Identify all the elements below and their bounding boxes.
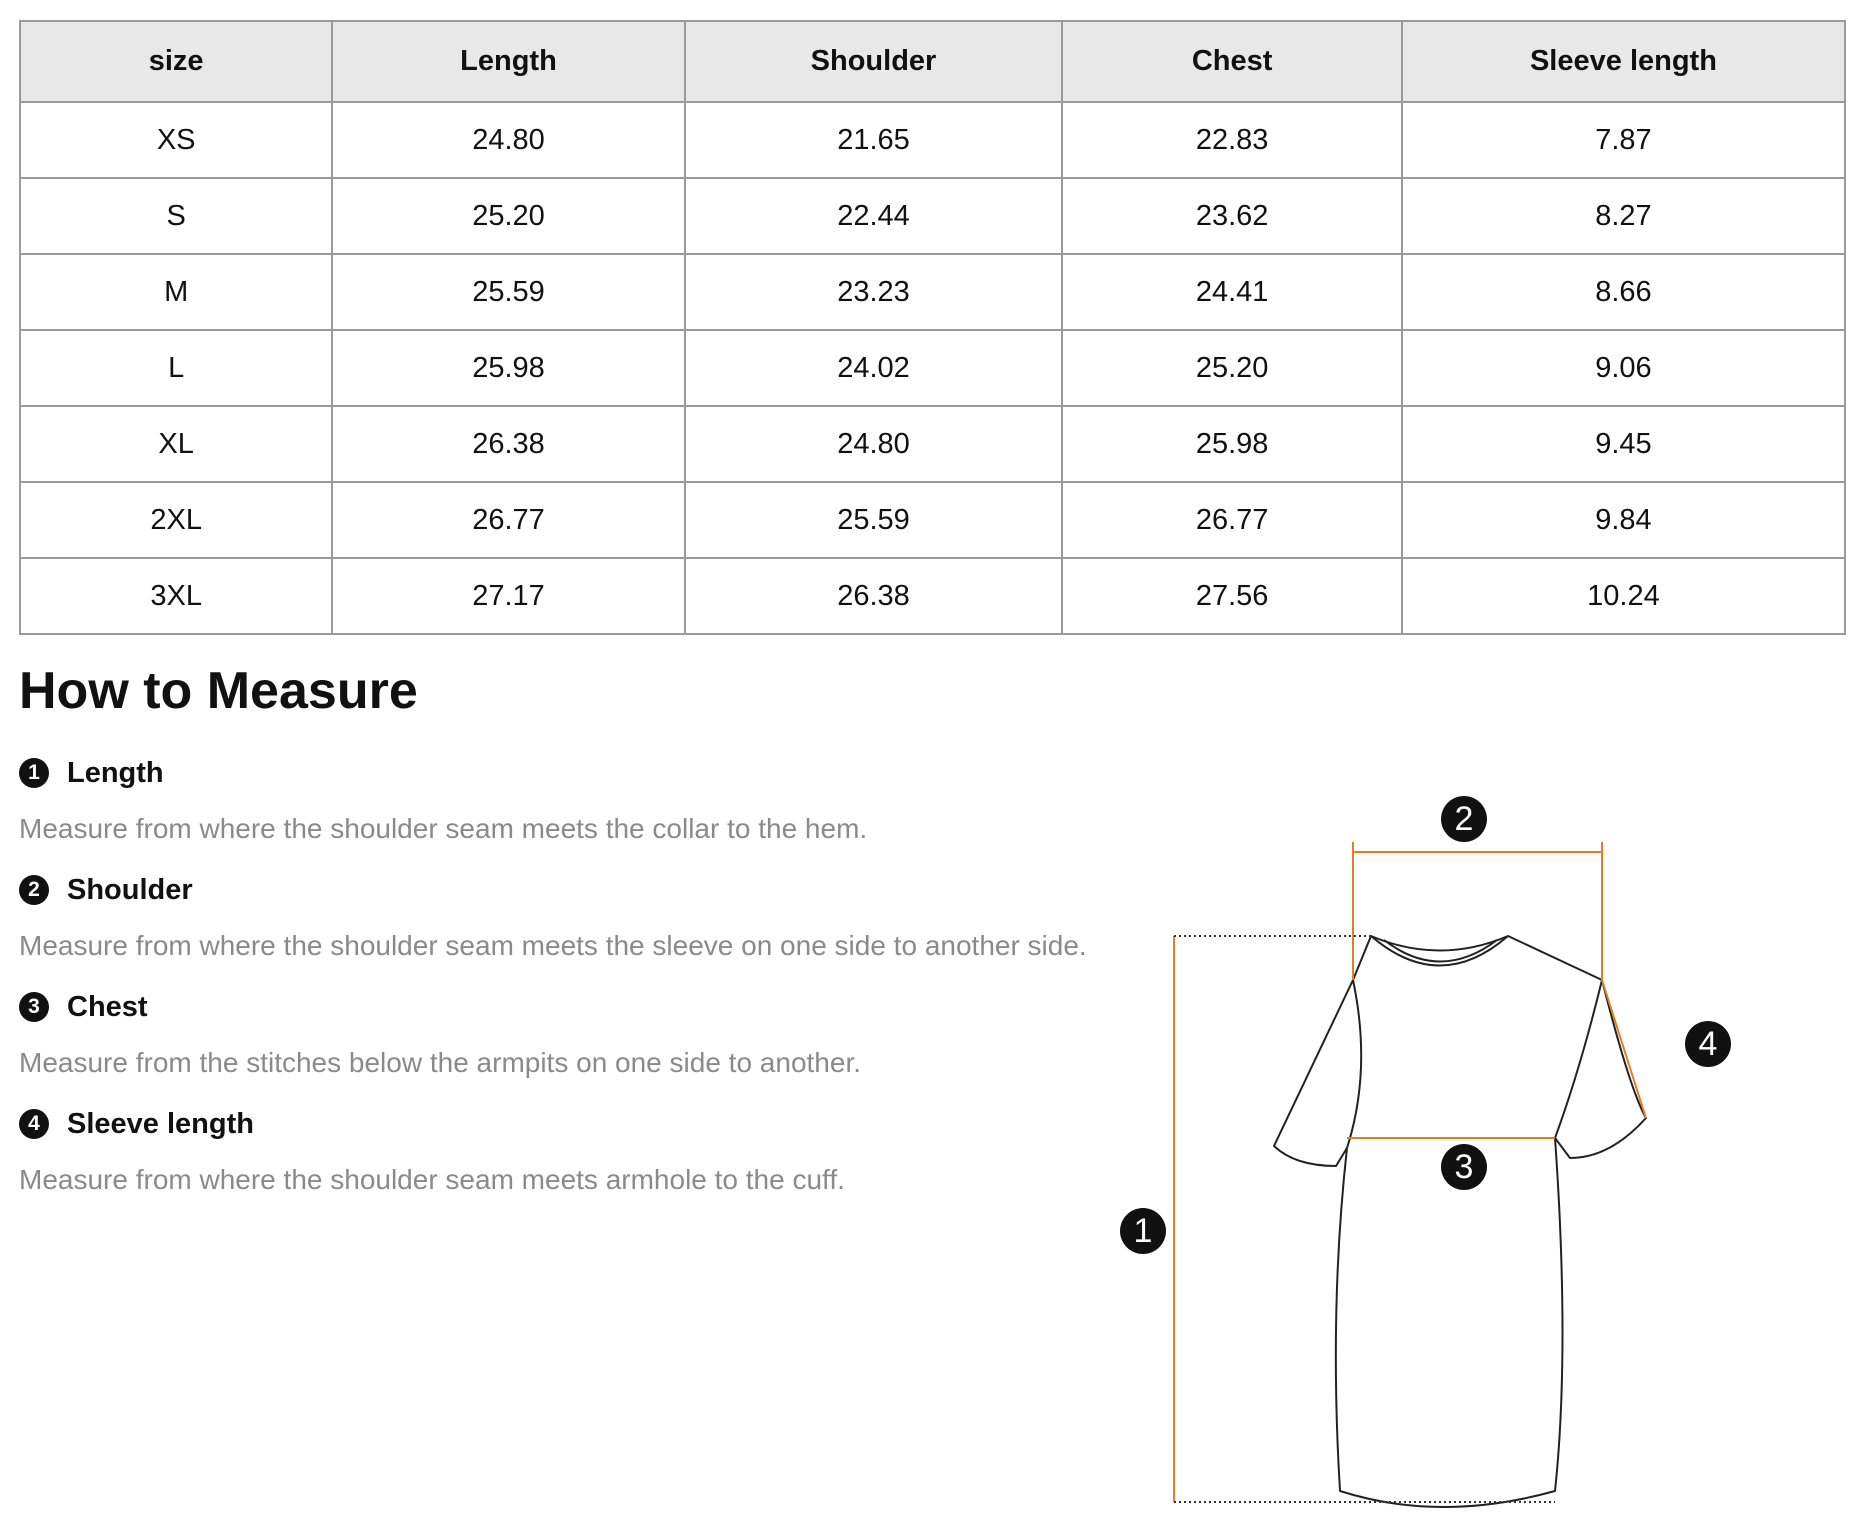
cell-chest: 27.56 [1062, 558, 1402, 634]
cell-size: 3XL [20, 558, 332, 634]
size-chart-table [19, 20, 1846, 635]
tshirt-body-outline [1274, 936, 1646, 1507]
cell-shoulder: 22.44 [685, 178, 1063, 254]
header-chest: Chest [1062, 21, 1402, 102]
number-4-icon: 4 [19, 1109, 49, 1139]
tshirt-measurement-diagram [1110, 790, 1718, 1519]
cell-shoulder: 24.80 [685, 406, 1063, 482]
number-1-icon: 1 [19, 758, 49, 788]
cell-sleeve-length: 9.06 [1402, 330, 1845, 406]
table-header-row [20, 21, 1845, 102]
table-row [20, 178, 1845, 254]
cell-chest: 24.41 [1062, 254, 1402, 330]
header-shoulder: Shoulder [685, 21, 1063, 102]
tshirt-outline-icon [1110, 790, 1710, 1519]
table-row [20, 482, 1845, 558]
cell-sleeve-length: 10.24 [1402, 558, 1845, 634]
table-row [20, 254, 1845, 330]
callout-4-icon: 4 [1685, 1021, 1731, 1067]
step-title: Chest [67, 990, 148, 1023]
step-description: Measure from the stitches below the armpits on one side to another. [19, 1047, 862, 1078]
cell-sleeve-length: 7.87 [1402, 102, 1845, 178]
callout-1-icon: 1 [1120, 1208, 1166, 1254]
table-row [20, 406, 1845, 482]
callout-2-icon: 2 [1441, 796, 1487, 842]
cell-shoulder: 26.38 [685, 558, 1063, 634]
step-description: Measure from where the shoulder seam meets armhole to the cuff. [19, 1164, 845, 1195]
cell-size: L [20, 330, 332, 406]
cell-chest: 25.20 [1062, 330, 1402, 406]
table-row [20, 330, 1845, 406]
cell-length: 27.17 [332, 558, 684, 634]
cell-length: 26.38 [332, 406, 684, 482]
step-title: Shoulder [67, 873, 193, 906]
cell-sleeve-length: 9.84 [1402, 482, 1845, 558]
cell-chest: 22.83 [1062, 102, 1402, 178]
cell-length: 25.59 [332, 254, 684, 330]
cell-sleeve-length: 8.27 [1402, 178, 1845, 254]
number-3-icon: 3 [19, 992, 49, 1022]
cell-shoulder: 25.59 [685, 482, 1063, 558]
step-description: Measure from where the shoulder seam meets the sleeve on one side to another side. [19, 930, 1087, 961]
cell-length: 24.80 [332, 102, 684, 178]
cell-size: XL [20, 406, 332, 482]
measure-step-chest [19, 989, 861, 1079]
cell-shoulder: 21.65 [685, 102, 1063, 178]
cell-size: 2XL [20, 482, 332, 558]
cell-size: M [20, 254, 332, 330]
step-title: Length [67, 756, 164, 789]
cell-sleeve-length: 8.66 [1402, 254, 1845, 330]
cell-size: XS [20, 102, 332, 178]
cell-shoulder: 24.02 [685, 330, 1063, 406]
tshirt-left-armhole [1347, 980, 1361, 1148]
measure-step-length [19, 755, 867, 845]
cell-chest: 26.77 [1062, 482, 1402, 558]
cell-sleeve-length: 9.45 [1402, 406, 1845, 482]
cell-chest: 23.62 [1062, 178, 1402, 254]
sleeve-measure-line [1602, 980, 1646, 1118]
number-2-icon: 2 [19, 875, 49, 905]
header-size: size [20, 21, 332, 102]
step-title: Sleeve length [67, 1107, 254, 1140]
measure-step-shoulder [19, 872, 1087, 962]
tshirt-right-armhole [1555, 980, 1602, 1138]
cell-length: 26.77 [332, 482, 684, 558]
header-length: Length [332, 21, 684, 102]
how-to-measure-title: How to Measure [19, 662, 418, 720]
header-sleeve-length: Sleeve length [1402, 21, 1845, 102]
callout-3-icon: 3 [1441, 1144, 1487, 1190]
table-row [20, 558, 1845, 634]
cell-size: S [20, 178, 332, 254]
table-row [20, 102, 1845, 178]
step-description: Measure from where the shoulder seam meets the collar to the hem. [19, 813, 868, 844]
measure-step-sleeve-length [19, 1106, 845, 1196]
cell-length: 25.20 [332, 178, 684, 254]
cell-length: 25.98 [332, 330, 684, 406]
cell-shoulder: 23.23 [685, 254, 1063, 330]
cell-chest: 25.98 [1062, 406, 1402, 482]
shoulder-measure-line [1353, 842, 1602, 980]
